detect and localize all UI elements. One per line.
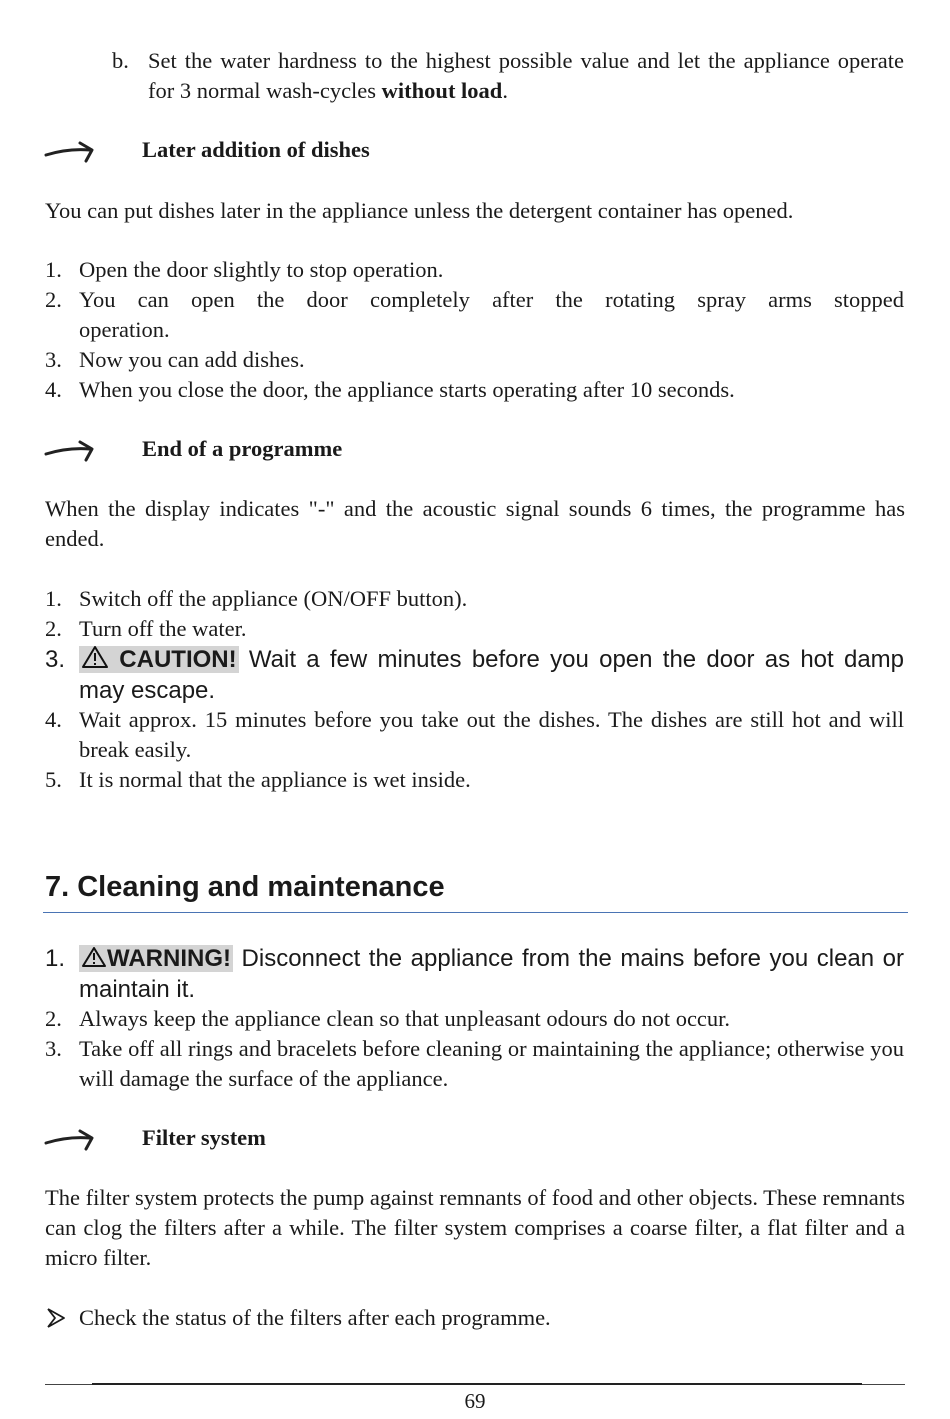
page-number: 69 (464, 1389, 486, 1413)
warning-label (79, 945, 233, 972)
list-item: Wait approx. 15 minutes before you take out the dishes. The dishes are still hot and will break easily. (79, 707, 904, 762)
list-number: 2. (45, 1006, 62, 1031)
caution-item (79, 644, 904, 706)
heading-later-addition: Later addition of dishes (142, 137, 370, 162)
list-number: 1. (45, 586, 62, 611)
list-number: 1. (45, 257, 62, 282)
list-number: 3. (45, 646, 66, 673)
list-item-b (112, 46, 907, 106)
arrow-right-icon (44, 138, 96, 164)
list-number: 2. (45, 287, 62, 312)
footer-rule-thick (92, 1383, 862, 1385)
list-item: Switch off the appliance (ON/OFF button). (79, 586, 468, 611)
list-number: 5. (45, 767, 62, 792)
warning-text: WARNING! (107, 945, 231, 972)
arrowhead-bullet-icon (46, 1307, 66, 1329)
warning-triangle-icon (81, 946, 107, 968)
list-number: 2. (45, 616, 62, 641)
heading-end-programme: End of a programme (142, 436, 343, 461)
list-number: 3. (45, 347, 62, 372)
list-item (79, 285, 904, 345)
section-title: 7. Cleaning and maintenance (45, 871, 445, 903)
list-number: 4. (45, 707, 62, 732)
list-item: It is normal that the appliance is wet inside. (79, 767, 471, 792)
paragraph-end-programme: When the display indicates "-" and the acoustic signal sounds 6 times, the programme has ended. (45, 496, 905, 551)
item-text-end: . (502, 78, 508, 103)
list-item-text: You can open the door completely after the rotating spray arms stopped operation. (79, 287, 904, 342)
warning-message: Disconnect the appliance from the mains before you clean or maintain it. (79, 945, 904, 1003)
list-number: 1. (45, 945, 66, 972)
list-item: Turn off the water. (79, 616, 247, 641)
warning-item (79, 943, 904, 1005)
arrow-right-icon (44, 1126, 96, 1152)
warning-triangle-icon (81, 645, 109, 669)
list-item: Always keep the appliance clean so that unpleasant odours do not occur. (79, 1006, 731, 1031)
list-number: 4. (45, 377, 62, 402)
section-divider (43, 912, 908, 913)
heading-filter-system: Filter system (142, 1125, 266, 1150)
list-number: 3. (45, 1036, 62, 1061)
item-text: Set the water hardness to the highest possible value and let the appliance operate for 3 normal wash-cycles (148, 48, 904, 103)
caution-label (79, 646, 239, 673)
caution-text: CAUTION! (119, 646, 237, 673)
paragraph-later-addition: You can put dishes later in the appliance unless the detergent container has opened. (45, 198, 794, 223)
list-item: Open the door slightly to stop operation. (79, 257, 444, 282)
arrow-right-icon (44, 437, 96, 463)
bullet-item: Check the status of the filters after each programme. (79, 1305, 551, 1330)
list-item: Take off all rings and bracelets before cleaning or maintaining the appliance; otherwise you will damage the surface of the appliance. (79, 1036, 904, 1091)
item-bold-text: without load (381, 78, 503, 103)
caution-message: Wait a few minutes before you open the door as hot damp may escape. (79, 646, 905, 704)
paragraph-filter-system: The filter system protects the pump against remnants of food and other objects. These remnants can clog the filters after a while. The filter system comprises a coarse filter, a flat filter and a micro filter. (45, 1185, 905, 1270)
list-item: When you close the door, the appliance starts operating after 10 seconds. (79, 377, 735, 402)
list-item: Now you can add dishes. (79, 347, 305, 372)
list-marker: b. (112, 48, 129, 73)
